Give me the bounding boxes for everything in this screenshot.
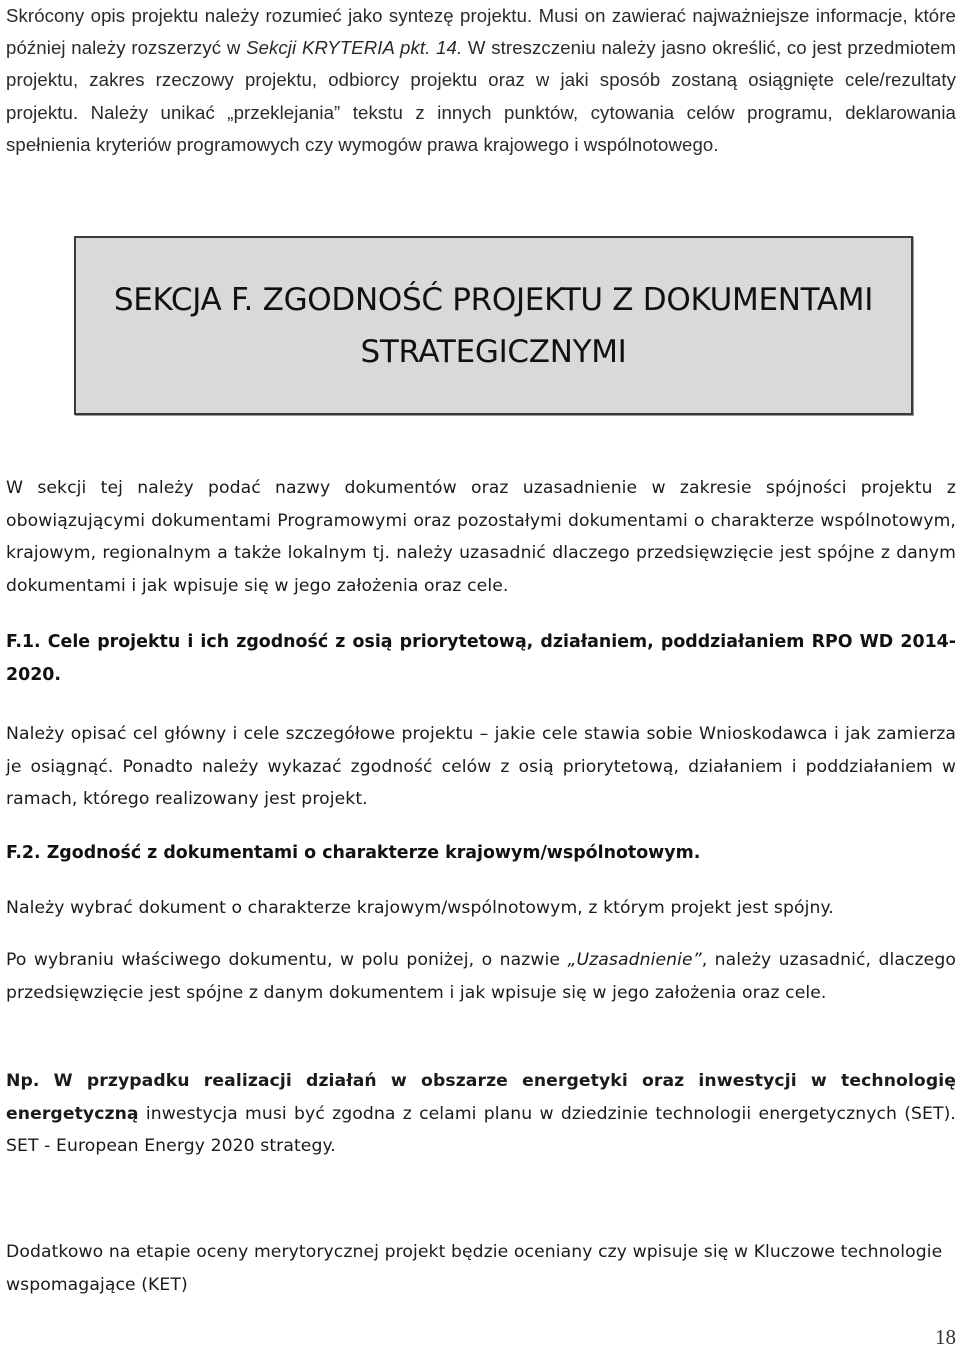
section-description: W sekcji tej należy podać nazwy dokumentów oraz uzasadnienie w zakresie spójności projektu z obowiązującymi dokumentami Programowymi oraz pozostałymi dokumentami o charakterze wspólnotowym, krajowym, regionalnym a także lokalnym tj. należy uzasadnić dlaczego przedsięwzięcie jest spójne z danym dokumentami i jak wpisuje się w jego założenia oraz cele. bbox=[6, 478, 956, 596]
intro-paragraph bbox=[6, 0, 956, 161]
uzasadnienie-text-2: , należy uzasadnić, dlaczego przedsięwzięcie jest spójne z danym dokumentem i jak wpisuje się w jego założenia oraz cele. bbox=[6, 950, 956, 1003]
uzasadnienie-paragraph bbox=[6, 944, 956, 1009]
intro-text-1: Skrócony opis projektu należy rozumieć jako syntezę projektu. Musi on zawierać najważniejsze informacje, które później należy rozszerzyć w bbox=[6, 5, 956, 59]
section-title bbox=[114, 274, 873, 378]
uzasadnienie-text-1: Po wybraniu właściwego dokumentu, w polu poniżej, o nazwie bbox=[6, 950, 568, 970]
heading-f2: F.2. Zgodność z dokumentami o charakterze krajowym/wspólnotowym. bbox=[6, 843, 701, 863]
example-paragraph bbox=[6, 1065, 956, 1163]
section-title-line2: STRATEGICZNYMI bbox=[360, 333, 627, 370]
page-number: 18 bbox=[935, 1325, 956, 1349]
heading-f1: F.1. Cele projektu i ich zgodność z osią priorytetową, działaniem, poddziałaniem RPO WD 2014-2020. bbox=[6, 632, 956, 685]
example-bold-text: Np. W przypadku realizacji działań w obszarze energetyki oraz inwestycji w technologię energetyczną bbox=[6, 1071, 956, 1124]
example-text: inwestycja musi być zgodna z celami planu w dziedzinie technologii energetycznych (SET). SET - European Energy 2020 strategy. bbox=[6, 1103, 956, 1156]
ket-paragraph: Dodatkowo na etapie oceny merytorycznej projekt będzie oceniany czy wpisuje się w Kluczowe technologie wspomagające (KET) bbox=[6, 1242, 943, 1295]
intro-text-2: W streszczeniu należy jasno określić, co jest przedmiotem projektu, zakres rzeczowy projektu, odbiorcy projektu oraz w jaki sposób zostaną osiągnięte cele/rezultaty projektu. Należy unikać „przeklejania” tekstu z innych punktów, cytowania celów programu, deklarowania spełnienia kryteriów programowych czy wymogów prawa krajowego i wspólnotowego. bbox=[6, 37, 956, 155]
f1-description: Należy opisać cel główny i cele szczegółowe projektu – jakie cele stawia sobie Wnioskodawca i jak zamierza je osiągnąć. Ponadto należy wykazać zgodność celów z osią priorytetową, działaniem i poddziałaniem w ramach, którego realizowany jest projekt. bbox=[6, 724, 956, 809]
section-title-line1: SEKCJA F. ZGODNOŚĆ PROJEKTU Z DOKUMENTAMI bbox=[113, 281, 874, 318]
section-title-box bbox=[74, 236, 913, 415]
intro-text-italic: Sekcji KRYTERIA pkt. 14. bbox=[246, 37, 463, 59]
f2-description: Należy wybrać dokument o charakterze krajowym/wspólnotowym, z którym projekt jest spójny. bbox=[6, 898, 834, 918]
uzasadnienie-field-name: „Uzasadnienie” bbox=[567, 950, 702, 970]
